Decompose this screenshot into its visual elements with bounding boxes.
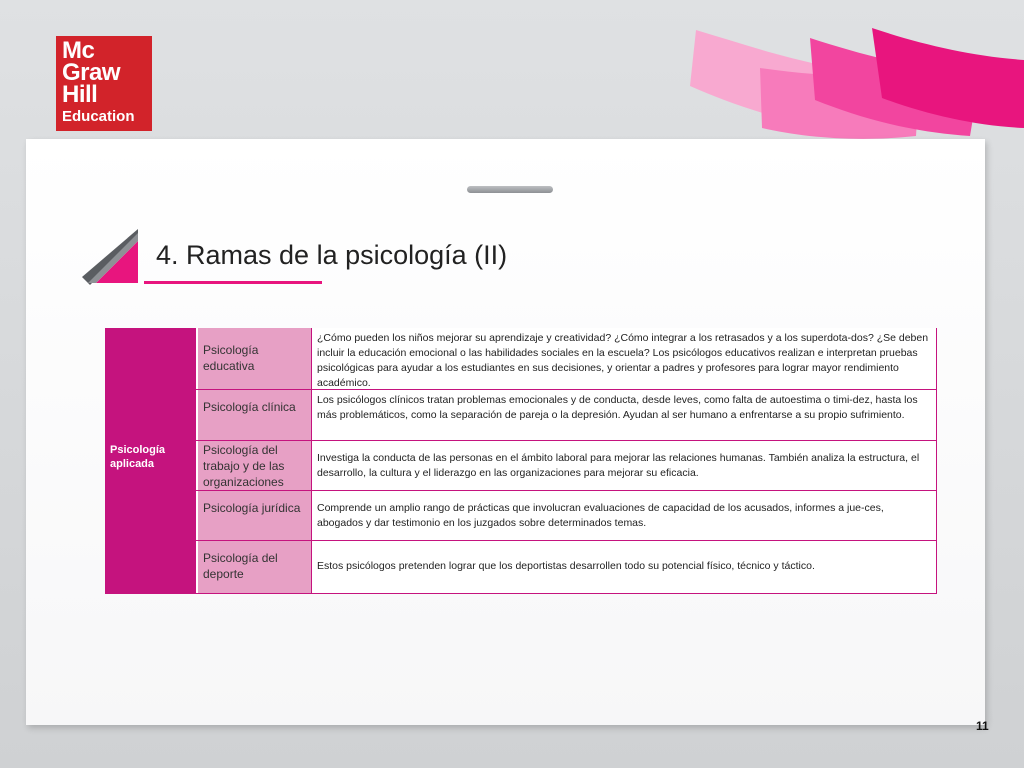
logo-line-1: Mc xyxy=(62,37,95,64)
table-row xyxy=(196,541,936,594)
table-row xyxy=(196,328,936,390)
logo-line-3: Hill xyxy=(62,81,98,108)
branch-description: Estos psicólogos pretenden lograr que los deportistas desarrollen todo su potencial físico, técnico y táctico. xyxy=(317,560,815,572)
category-cell: Psicología aplicada xyxy=(105,328,196,594)
slide-card xyxy=(26,139,985,725)
branches-table xyxy=(105,328,937,594)
branch-name: Psicología jurídica xyxy=(196,491,312,540)
slide-title: 4. Ramas de la psicología (II) xyxy=(156,240,508,270)
table-rows xyxy=(196,328,937,594)
logo-line-2: Graw xyxy=(62,59,121,86)
table-row xyxy=(196,390,936,441)
branch-description: Comprende un amplio rango de prácticas que involucran evaluaciones de capacidad de los acusados, informes a jue-ces, abogados y dar testimonio en los juzgados sobre determinados temas. xyxy=(317,502,884,529)
branch-description: ¿Cómo pueden los niños mejorar su aprendizaje y creatividad? ¿Cómo integrar a los retrasados y a los superdota-dos? ¿Se deben incluir la educación emocional o las habilidades sociales en la escuela? Los psicólogos educativos realizan e interpretan pruebas psicológicas para ayudar a los estudiantes en sus decisiones, y orientar a padres y profesores para lograr mayor rendimiento académico. xyxy=(317,332,929,389)
slide-handle xyxy=(467,186,553,193)
title-triangle-decoration xyxy=(82,229,152,285)
branch-description: Investiga la conducta de las personas en el ámbito laboral para mejorar las relaciones humanas. También analiza la estructura, el desarrollo, la cultura y el liderazgo en las organizaciones para mejorar su eficacia. xyxy=(317,452,920,479)
branch-name: Psicología educativa xyxy=(196,328,312,389)
pink-ribbons-decoration xyxy=(690,20,1024,150)
branch-name: Psicología del deporte xyxy=(196,541,312,593)
table-row xyxy=(196,441,936,491)
logo-line-4: Education xyxy=(62,108,135,125)
page-number: 11 xyxy=(976,719,989,733)
title-underline xyxy=(144,281,322,284)
table-row xyxy=(196,491,936,541)
branch-description: Los psicólogos clínicos tratan problemas emocionales y de conducta, desde leves, como falta de autoestima o timi-dez, hasta los más problemáticos, como la separación de pareja o la depresión. Ayudan al ser humano a enfrentarse a su propio sufrimiento. xyxy=(317,394,918,421)
mcgraw-hill-logo xyxy=(56,36,152,131)
branch-name: Psicología clínica xyxy=(196,390,312,440)
branch-name: Psicología del trabajo y de las organizaciones xyxy=(196,441,312,490)
